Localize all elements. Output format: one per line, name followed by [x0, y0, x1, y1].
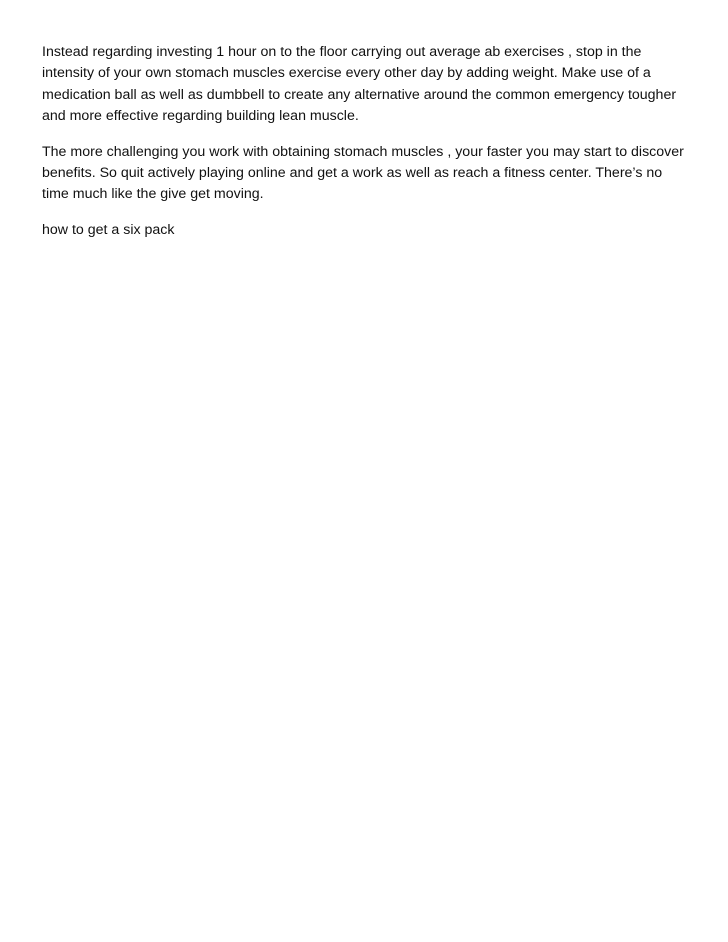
- closing-text: how to get a six pack: [42, 221, 175, 238]
- document-body: [42, 42, 687, 241]
- paragraph-2: The more challenging you work with obtaining stomach muscles , your faster you may start to discover benefits. So quit actively playing online and get a work as well as reach a fitness center. There’s no time much like the give get moving.: [42, 143, 684, 203]
- paragraph-1: Instead regarding investing 1 hour on to the floor carrying out average ab exercises , stop in the intensity of your own stomach muscles exercise every other day by adding weight. Make use of a medication ball as well as dumbbell to create any alternative around the common emergency tougher and more effective regarding building lean muscle.: [42, 44, 677, 125]
